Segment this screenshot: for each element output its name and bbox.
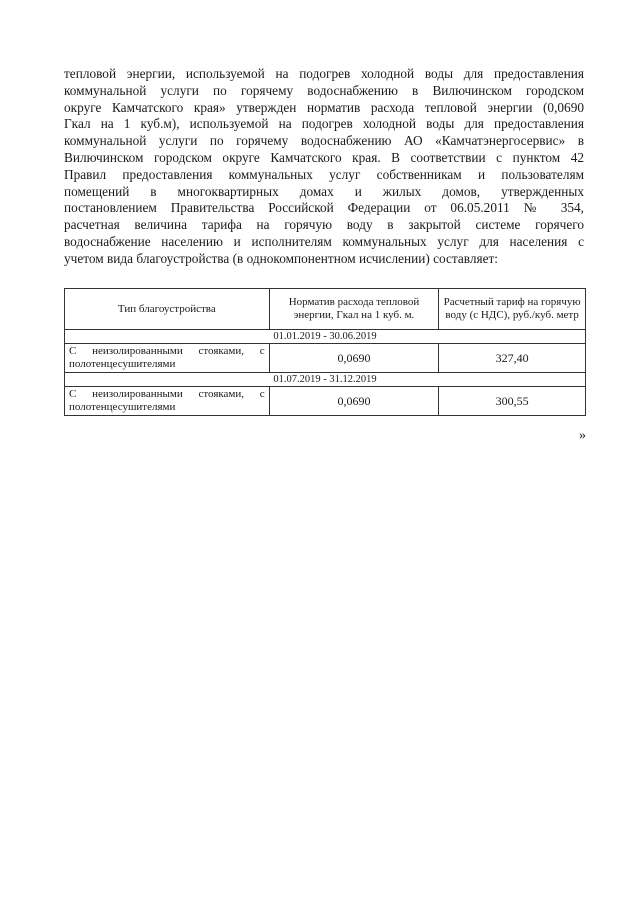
period-row (65, 330, 586, 344)
improvement-type-cell: С неизолированными стояками, с полотенцесушителями (65, 387, 270, 416)
paragraph-line: Гкал на 1 куб.м), используемой на подогрев холодной воды для предоставления (64, 116, 584, 132)
norm-cell: 0,0690 (269, 387, 439, 416)
period-row (65, 373, 586, 387)
tariff-table (64, 288, 586, 416)
tariff-cell: 327,40 (439, 344, 586, 373)
header-norm: Норматив расхода тепловой энергии, Гкал на 1 куб. м. (269, 289, 439, 330)
paragraph-line: тепловой энергии, используемой на подогрев холодной воды для предоставления (64, 66, 584, 81)
paragraph-line: Вилючинском городском округе Камчатского края. В соответствии с пунктом 42 (64, 149, 584, 165)
period-label: 01.07.2019 - 31.12.2019 (65, 373, 586, 387)
period-label: 01.01.2019 - 30.06.2019 (65, 330, 586, 344)
paragraph-line: Правил предоставления коммунальных услуг собственникам и пользователям (64, 166, 584, 182)
body-paragraph (64, 66, 584, 268)
header-type: Тип благоустройства (65, 289, 270, 330)
paragraph-line: округе Камчатского края» утвержден норматив расхода тепловой энергии (0,0690 (64, 99, 584, 115)
norm-cell: 0,0690 (269, 344, 439, 373)
paragraph-line: коммунальной услуги по горячему водоснабжению АО «Камчатэнергосервис» в (64, 133, 584, 149)
paragraph-line: водоснабжение населению и исполнителям коммунальных услуг для населения с (64, 233, 584, 249)
header-tariff: Расчетный тариф на горячую воду (с НДС), руб./куб. метр (439, 289, 586, 330)
paragraph-line: расчетная величина тарифа на горячую воду в закрытой системе горячего (64, 217, 584, 233)
tariff-cell: 300,55 (439, 387, 586, 416)
table-row (65, 387, 586, 416)
paragraph-line: коммунальной услуги по горячему водоснабжению в Вилючинском городском (64, 82, 584, 98)
table-header-row (65, 289, 586, 330)
table-row (65, 344, 586, 373)
paragraph-line: постановлением Правительства Российской Федерации от 06.05.2011 № 354, (64, 200, 584, 216)
paragraph-line: помещений в многоквартирных домах и жилых домов, утвержденных (64, 183, 584, 199)
closing-quote-mark: » (579, 428, 586, 443)
paragraph-line: учетом вида благоустройства (в однокомпонентном исчислении) составляет: (64, 250, 498, 266)
improvement-type-cell: С неизолированными стояками, с полотенцесушителями (65, 344, 270, 373)
